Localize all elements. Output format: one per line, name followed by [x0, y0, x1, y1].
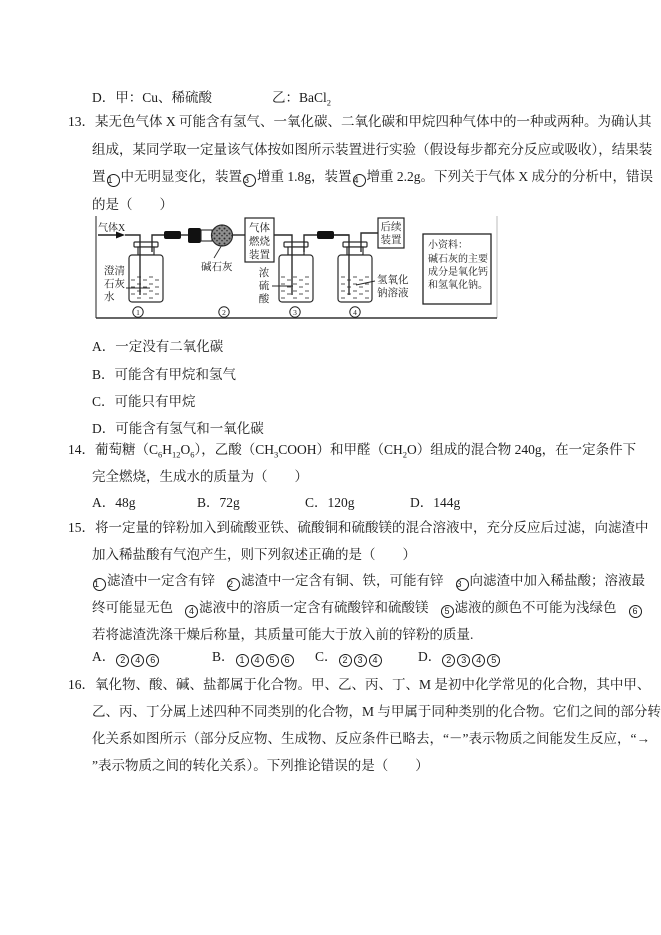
q13-text-line-1: 13．某无色气体 X 可能含有氢气、一氧化碳、二氧化碳和甲烷四种气体中的一种或两种。为确认其 — [68, 114, 652, 129]
q15-option-d: D． 2 3 4 5 — [418, 648, 501, 667]
q14-option-d: D．144g — [410, 495, 461, 510]
q16-text-line-2: 乙、丙、丁分属上述四种不同类别的化合物，M 与甲属于同种类别的化合物。它们之间的部分转 — [92, 704, 661, 719]
q14-text-line-1: 14．葡萄糖$(C_6H_{12}O_6)$，乙酸$(CH_3COOH)$和甲醛$(CH_2O)$组成的混合物 240g，在一定条件下 — [68, 442, 637, 460]
svg-text:后续: 后续 — [380, 222, 402, 233]
q16-text-line-1: 16．氧化物、酸、碱、盐都属于化合物。甲、乙、丙、丁、M 是初中化学常见的化合物，其中甲、 — [68, 677, 651, 692]
gas-inlet-arrow — [98, 221, 126, 239]
svg-text:2: 2 — [222, 308, 226, 317]
q14-text-line-2: 完全燃烧，生成水的质量为（ ） — [92, 469, 308, 484]
soda-lime-tube — [188, 225, 245, 273]
svg-text:碱石灰的主要: 碱石灰的主要 — [428, 254, 488, 265]
q13-text-line-2: 组成，某同学取一定量该气体按如图所示装置进行实验（假设每步都充分反应或吸收），结果装 — [92, 142, 653, 157]
q16-text-line-3: 化关系如图所示（部分反应物、生成物、反应条件已略去，“－”表示物质之间能发生反应，“→ — [92, 731, 650, 746]
soda-lime-label: 碱石灰 — [201, 262, 233, 273]
q15-option-c: C． 2 3 4 — [315, 648, 383, 667]
washing-bottle-3 — [274, 235, 317, 302]
q14-option-b: B．72g — [197, 495, 240, 510]
svg-text:4: 4 — [353, 308, 357, 317]
device-number-4 — [350, 307, 360, 317]
q15-option-a: A． 2 4 6 — [92, 648, 160, 667]
combustion-device-box — [245, 218, 274, 262]
q13-text-line-4: 的是（ ） — [92, 197, 173, 212]
svg-text:酸: 酸 — [258, 294, 270, 305]
q14-option-c: C．120g — [305, 495, 355, 510]
soda-lime-bulb — [212, 225, 233, 246]
q13-apparatus-diagram — [88, 212, 500, 330]
info-note-box — [423, 234, 491, 304]
svg-text:水: 水 — [104, 292, 115, 303]
svg-text:成分是氧化钙: 成分是氧化钙 — [428, 267, 488, 278]
q15-statement-line-2: 终可能显无色 4 滤液中的溶质一定含有硫酸锌和硫酸镁 5 滤液的颜色不可能为浅绿色 6 — [92, 599, 643, 618]
q13-option-a: A．一定没有二氧化碳 — [92, 339, 224, 354]
device-number-2 — [219, 307, 229, 317]
followup-device-box — [378, 218, 404, 248]
q13-option-b: B．可能含有甲烷和氢气 — [92, 367, 237, 382]
q13-option-c: C．可能只有甲烷 — [92, 394, 196, 409]
svg-text:钠溶液: 钠溶液 — [377, 288, 409, 299]
q15-text-line-2: 加入稀盐酸有气泡产生，则下列叙述正确的是（ ） — [92, 547, 416, 562]
svg-text:和氢氧化钠。: 和氢氧化钠。 — [428, 280, 488, 291]
svg-text:氢氧化: 氢氧化 — [377, 275, 409, 286]
svg-text:3: 3 — [293, 308, 297, 317]
q15-option-b: B． 1 4 5 6 — [212, 648, 295, 667]
q15-statement-line-3: 若将滤渣洗涤干燥后称量，其质量可能大于放入前的锌粉的质量. — [92, 627, 474, 642]
svg-text:装置: 装置 — [380, 235, 402, 246]
svg-text:装置: 装置 — [249, 250, 270, 261]
svg-text:小资料：: 小资料： — [428, 240, 468, 251]
svg-text:澄清: 澄清 — [104, 266, 125, 277]
prev-question-option-d: D．甲：Cu、稀硫酸 乙：BaCl$_2$ — [92, 90, 332, 108]
device-number-3 — [290, 307, 300, 317]
tube-connector-2-icon — [317, 231, 334, 239]
svg-text:浓: 浓 — [258, 268, 270, 279]
svg-text:硫: 硫 — [258, 281, 270, 292]
tube-connector-1-icon — [164, 231, 181, 239]
svg-text:气体X: 气体X — [98, 223, 126, 234]
q16-text-line-4: ”表示物质之间的转化关系）。下列推论错误的是（ ） — [92, 758, 429, 773]
washing-bottle-1 — [125, 235, 164, 302]
svg-text:燃烧: 燃烧 — [249, 236, 270, 248]
q13-text-line-3: 置 1 中无明显变化，装置 3 增重 1.8g，装置 4 增重 2.2g。下列关于气体 X 成分的分析中，错误 — [92, 169, 653, 185]
q14-option-a: A．48g — [92, 495, 136, 510]
washing-bottle-4 — [334, 233, 378, 302]
device-number-1 — [133, 307, 143, 317]
svg-text:石灰: 石灰 — [104, 279, 125, 290]
q15-text-line-1: 15．将一定量的锌粉加入到硫酸亚铁、硫酸铜和硫酸镁的混合溶液中，充分反应后过滤，向滤渣中 — [68, 520, 649, 535]
q15-statement-line-1: 1 滤渣中一定含有锌 2 滤渣中一定含有铜、铁，可能有锌 3 向滤渣中加入稀盐酸；溶液最 — [94, 573, 645, 589]
svg-text:1: 1 — [136, 308, 140, 317]
q13-option-d: D．可能含有氢气和一氧化碳 — [92, 421, 264, 436]
svg-text:气体: 气体 — [249, 223, 270, 234]
